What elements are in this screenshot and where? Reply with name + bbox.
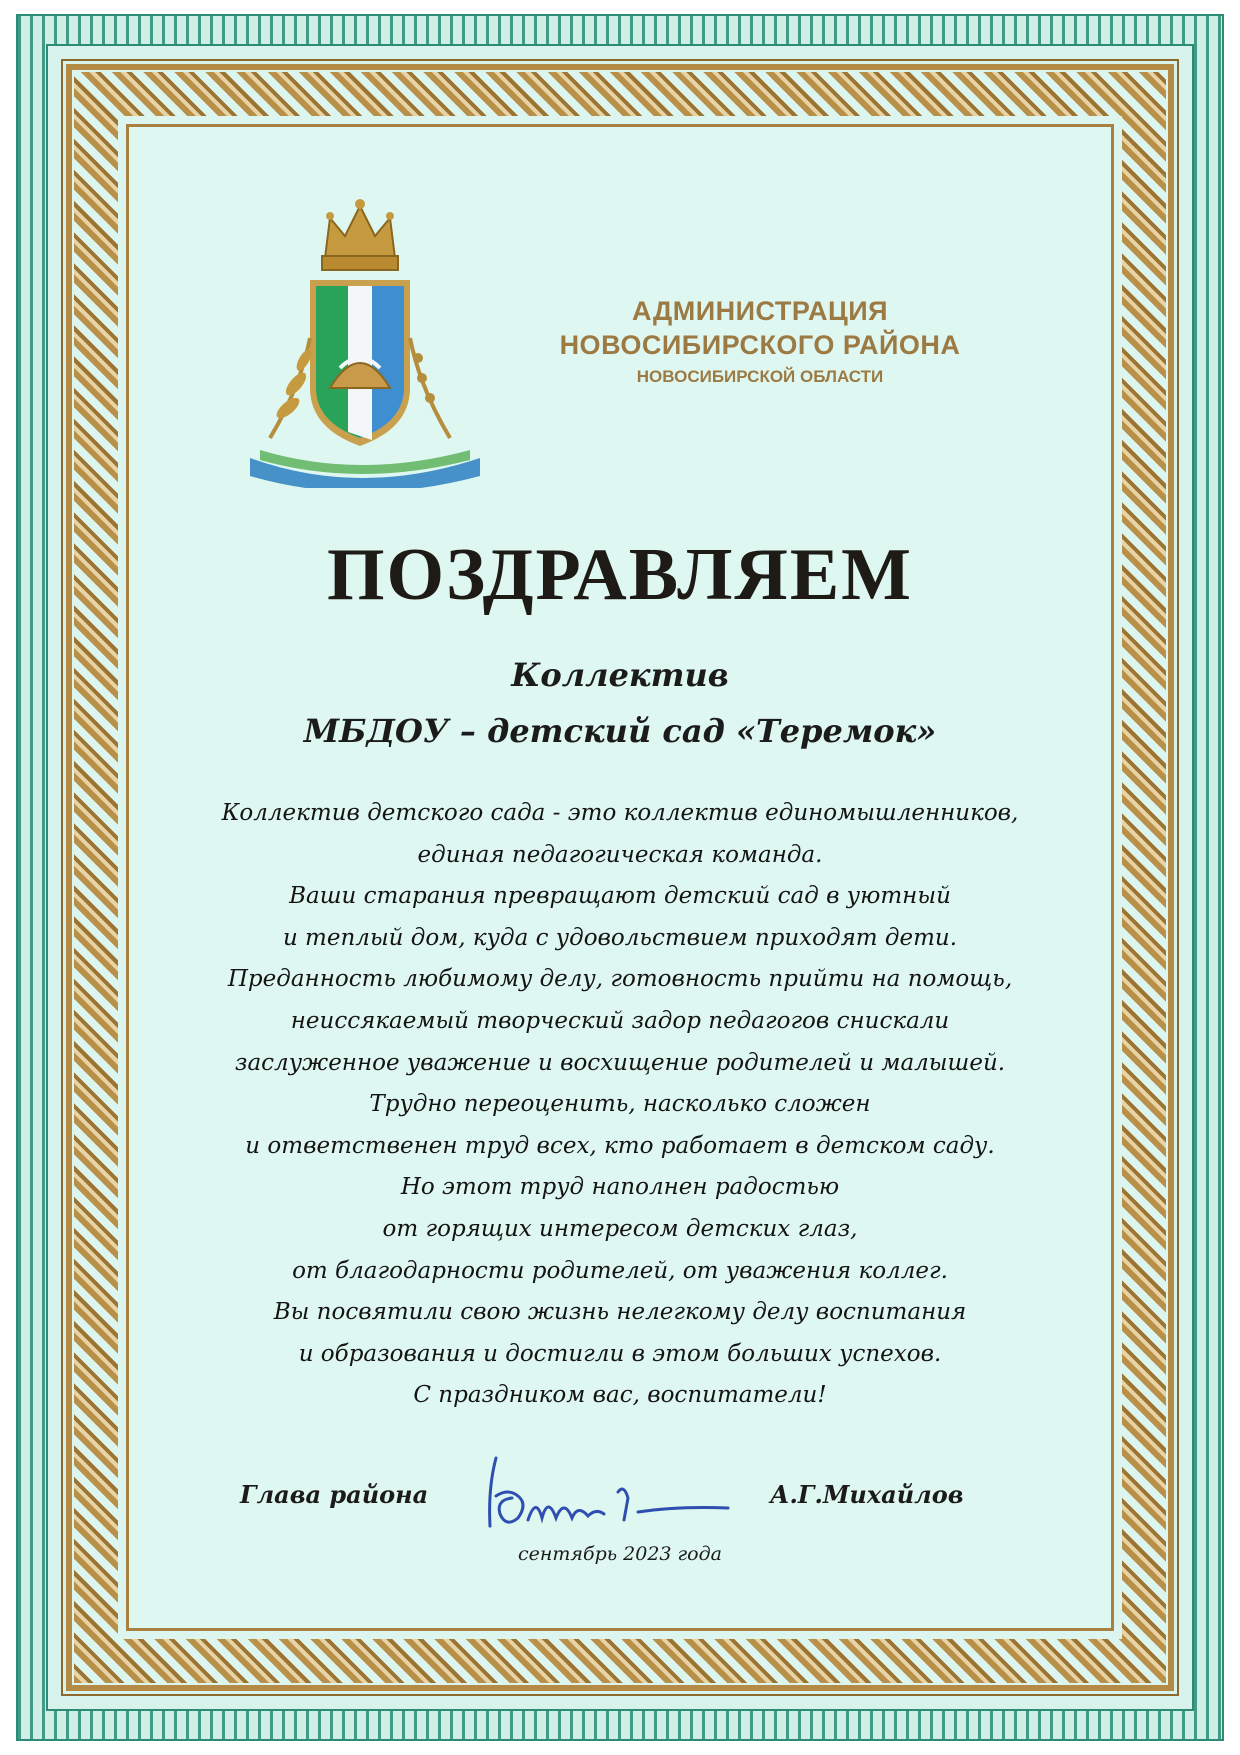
body-line: С праздником вас, воспитатели!	[413, 1382, 827, 1409]
signatory-name: А.Г.Михайлов	[770, 1480, 964, 1509]
org-line-3: НОВОСИБИРСКОЙ ОБЛАСТИ	[636, 367, 884, 386]
body-line: Коллектив детского сада - это коллектив единомышленников,	[221, 800, 1019, 826]
recipient-line-1: Коллектив	[511, 656, 729, 694]
signatory-position: Глава района	[240, 1480, 429, 1509]
document-date: сентябрь 2023 года	[518, 1543, 722, 1565]
body-line: и теплый дом, куда с удовольствием приходят дети.	[282, 924, 958, 951]
congratulation-text	[150, 793, 1090, 1417]
body-line: от горящих интересом детских глаз,	[382, 1215, 858, 1242]
shield-icon	[310, 280, 410, 446]
recipient-line-2: МБДОУ – детский сад «Теремок»	[303, 712, 937, 750]
body-line: Ваши старания превращают детский сад в уютный	[289, 883, 951, 910]
body-line: Вы посвятили свою жизнь нелегкому делу воспитания	[273, 1299, 967, 1326]
body-line: и ответственен труд всех, кто работает в детском саду.	[245, 1132, 995, 1159]
crown-icon	[322, 199, 398, 270]
org-line-1: АДМИНИСТРАЦИЯ	[631, 296, 889, 326]
body-line: единая педагогическая команда.	[417, 841, 823, 868]
org-line-2: НОВОСИБИРСКОГО РАЙОНА	[559, 330, 961, 360]
body-line: и образования и достигли в этом больших успехов.	[298, 1340, 942, 1367]
body-line: Преданность любимому делу, готовность прийти на помощь,	[227, 966, 1013, 993]
handwritten-signature	[478, 1448, 738, 1538]
body-line: Трудно переоценить, насколько сложен	[369, 1091, 871, 1118]
body-line: Но этот труд наполнен радостью	[400, 1174, 840, 1201]
coat-of-arms-icon	[230, 188, 490, 488]
organization-header	[540, 294, 980, 392]
body-line: заслуженное уважение и восхищение родителей и малышей.	[234, 1049, 1006, 1076]
certificate-title: ПОЗДРАВЛЯЕМ	[326, 534, 914, 616]
body-line: от благодарности родителей, от уважения коллег.	[292, 1257, 948, 1284]
certificate-content	[130, 128, 1110, 1627]
body-line: неиссякаемый творческий задор педагогов снискали	[290, 1007, 950, 1034]
